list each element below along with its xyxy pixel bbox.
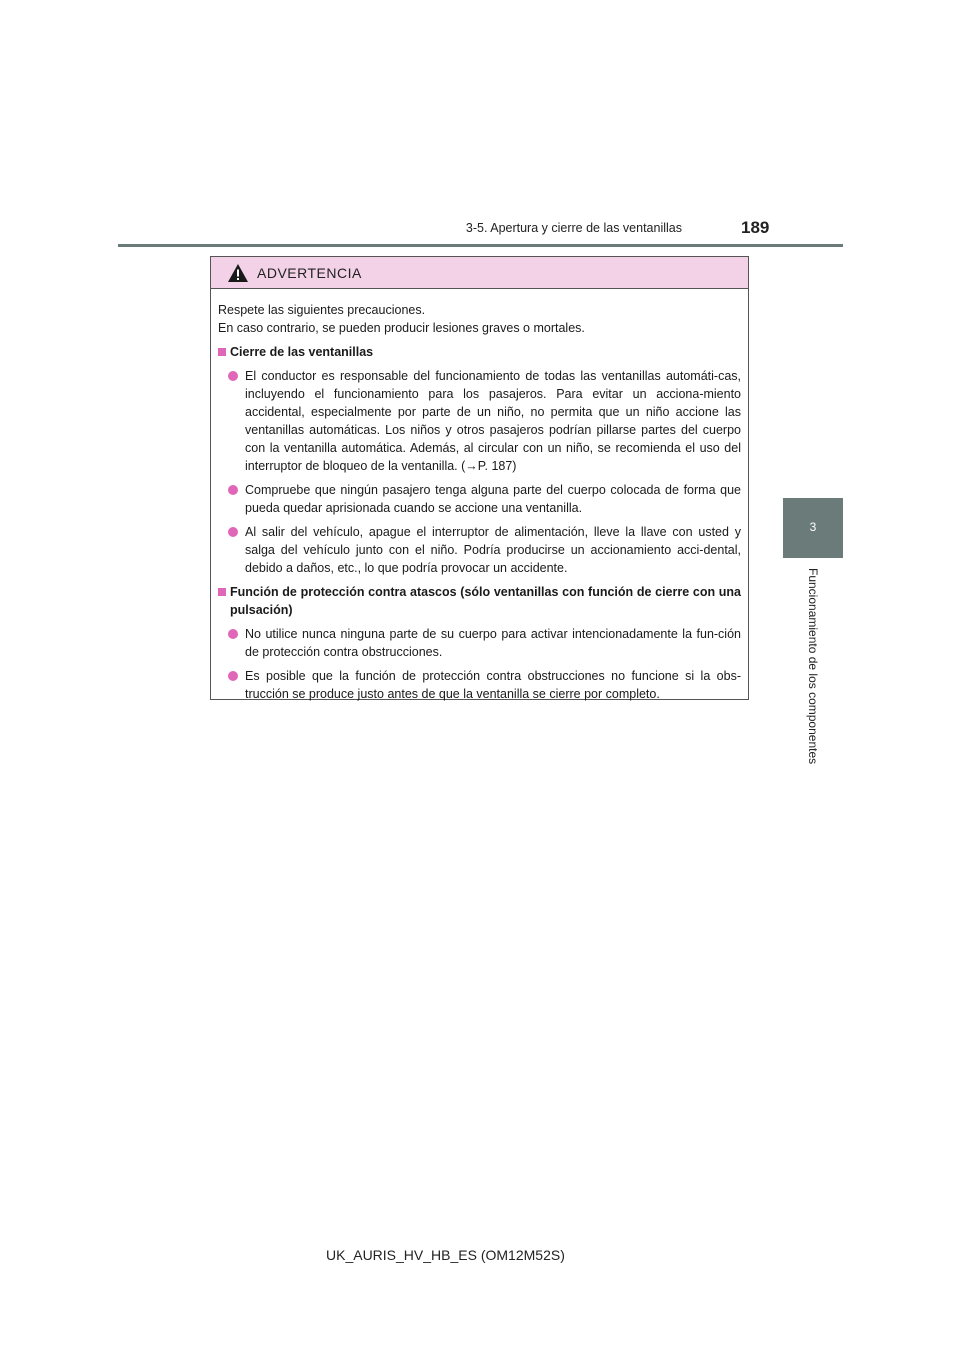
list-item-text: Compruebe que ningún pasajero tenga alguna parte del cuerpo colocada de forma que pueda quedar aprisionada cuando se accione una ventanilla. [245,483,741,515]
section-jam-protection [218,583,741,703]
warning-triangle-icon [227,263,249,283]
list-item [228,625,741,661]
document-code: UK_AURIS_HV_HB_ES (OM12M52S) [326,1247,565,1263]
list-item [228,367,741,475]
list-item [228,481,741,517]
header-rule [118,244,843,247]
section-title: 3-5. Apertura y cierre de las ventanillas [465,221,682,235]
section-heading-text: Cierre de las ventanillas [230,345,374,359]
warning-title: ADVERTENCIA [257,264,362,281]
list-item [228,523,741,577]
circle-bullet-icon [228,629,238,639]
square-bullet-icon [218,588,226,596]
list-item-text: Es posible que la función de protección contra obstrucciones no funcione si la obs-trucción se produce justo antes de que la ventanilla se cierre por completo. [245,669,741,701]
warning-body [211,289,748,703]
list-item-text: El conductor es responsable del funcionamiento de todas las ventanillas automáti-cas, incluyendo el funcionamiento para los pasajeros. Para evitar un acciona-miento accidental, especialmente por parte de un niño, no permita que un niño accione las ventanillas automáticas. Los niños y otros pasajeros podrían pillarse partes del cuerpo con la ventanilla automática. Además, al circular con un niño, se recomienda el uso del interruptor de bloqueo de la ventanilla. (→P. 187) [245,369,741,473]
list-item [228,667,741,703]
page-number: 189 [741,218,770,237]
chapter-label: Funcionamiento de los componentes [806,568,820,765]
circle-bullet-icon [228,485,238,495]
circle-bullet-icon [228,527,238,537]
intro-line: En caso contrario, se pueden producir lesiones graves o mortales. [218,321,585,335]
section-title-heading [218,343,741,361]
square-bullet-icon [218,348,226,356]
warning-box [210,256,749,700]
list-item-text: Al salir del vehículo, apague el interruptor de alimentación, lleve la llave con usted y salga del vehículo junto con el niño. Podría producirse un accionamiento acci-dental, debido a daños, etc., lo que podría provocar un accidente. [245,525,741,575]
circle-bullet-icon [228,371,238,381]
section-window-closing [218,343,741,577]
section-title-heading [218,583,741,619]
chapter-number: 3 [809,520,817,534]
circle-bullet-icon [228,671,238,681]
section-heading-text: Función de protección contra atascos (sólo ventanillas con función de cierre con una pulsación) [230,585,741,617]
chapter-tab [783,498,843,558]
intro-line: Respete las siguientes precauciones. [218,303,426,317]
warning-header [211,257,748,289]
list-item-text: No utilice nunca ninguna parte de su cuerpo para activar intencionadamente la fun-ción de protección contra obstrucciones. [245,627,741,659]
